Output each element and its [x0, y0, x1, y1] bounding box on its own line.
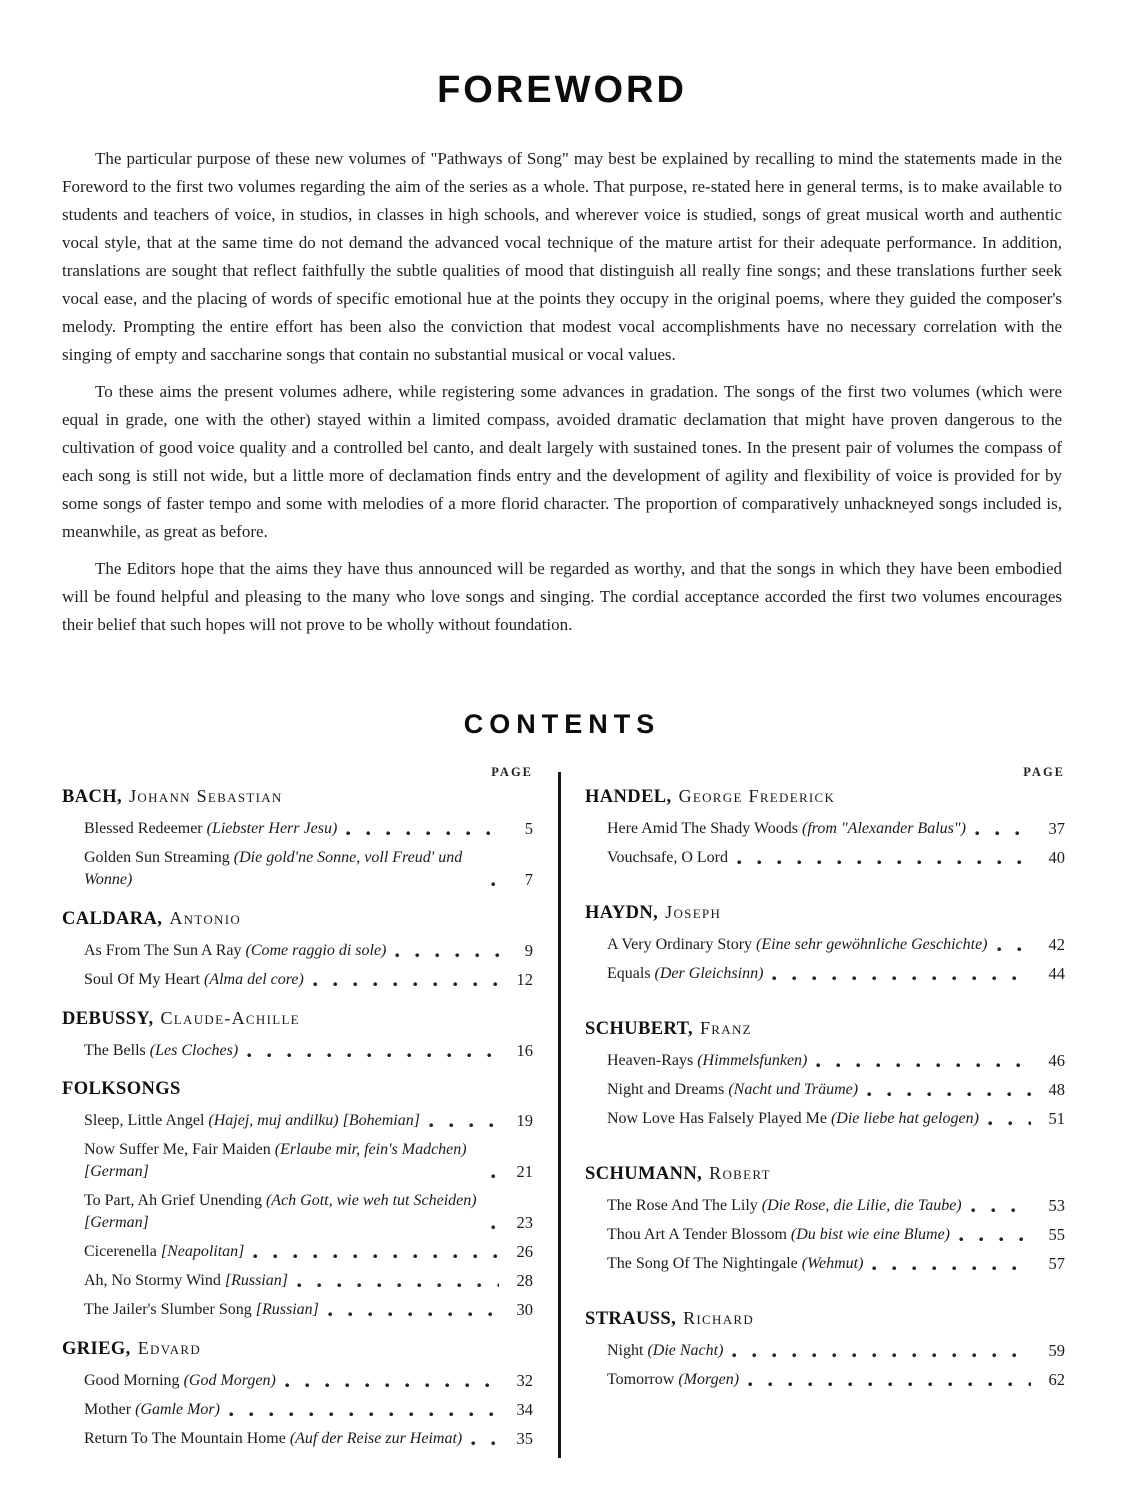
dot-leader [988, 1121, 1031, 1126]
contents-right-column [585, 764, 1065, 1391]
song-title-translation: (Alma del core) [203, 971, 304, 988]
song-title [84, 818, 337, 840]
page-number: 37 [1048, 819, 1065, 838]
song-title-text: To Part, Ah Grief Unending [84, 1192, 266, 1209]
composer-given-names: Edvard [137, 1338, 202, 1358]
page-number: 53 [1048, 1196, 1065, 1215]
dot-leader [247, 1053, 499, 1058]
composer-heading [585, 899, 1065, 927]
toc-entry [607, 1369, 1065, 1391]
toc-entry [607, 1079, 1065, 1101]
page-number: 57 [1048, 1254, 1065, 1273]
composer-heading [585, 1305, 1065, 1333]
composer-given-names: Franz [699, 1018, 752, 1038]
song-title [607, 1224, 950, 1246]
page-number: 35 [516, 1429, 533, 1448]
dot-leader [971, 1208, 1031, 1213]
song-title-text: Blessed Redeemer [84, 820, 207, 837]
composer-section [62, 1335, 533, 1450]
song-title-text: As From The Sun A Ray [84, 942, 246, 959]
toc-entry [84, 818, 533, 840]
dot-leader [253, 1254, 499, 1259]
song-title-translation: (Die Rose, die Lilie, die Taube) [761, 1197, 962, 1214]
song-title-text: Night and Dreams [607, 1081, 729, 1098]
dot-leader [429, 1123, 499, 1128]
toc-entry [84, 969, 533, 991]
toc-entry [84, 1139, 533, 1183]
dot-leader [491, 1225, 499, 1230]
toc-entry [607, 1108, 1065, 1130]
page-number: 55 [1048, 1225, 1065, 1244]
composer-surname: GRIEG, [62, 1339, 131, 1359]
song-title-text: The Rose And The Lily [607, 1197, 762, 1214]
composer-given-names: Johann Sebastian [129, 786, 283, 806]
song-title-translation: (God Morgen) [183, 1372, 276, 1389]
song-title-text: Soul Of My Heart [84, 971, 204, 988]
contents-title: CONTENTS [463, 709, 661, 739]
song-title [84, 1399, 220, 1421]
dot-leader [297, 1283, 499, 1288]
page-number: 51 [1048, 1109, 1065, 1128]
page-number: 30 [516, 1300, 533, 1319]
song-title-translation: (Wehmut) [801, 1255, 864, 1272]
dot-leader [395, 953, 499, 958]
page-number: 40 [1048, 848, 1065, 867]
composer-given-names: Joseph [665, 902, 722, 922]
song-title [607, 1108, 979, 1130]
song-title-translation: (Nacht und Träume) [728, 1081, 859, 1098]
toc-entry [607, 1224, 1065, 1246]
dot-leader [471, 1441, 499, 1446]
song-title-translation: (Liebster Herr Jesu) [206, 820, 338, 837]
foreword-body [62, 145, 1062, 648]
composer-surname: FOLKSONGS [62, 1079, 181, 1099]
toc-entry [84, 847, 533, 891]
page-number: 32 [516, 1371, 533, 1390]
song-title [84, 1139, 482, 1183]
dot-leader [229, 1412, 499, 1417]
song-title-text: Thou Art A Tender Blossom [607, 1226, 791, 1243]
toc-entry [607, 1253, 1065, 1275]
dot-leader [867, 1092, 1031, 1097]
song-title-text: Now Love Has Falsely Played Me [607, 1110, 831, 1127]
composer-section [62, 783, 533, 891]
song-title-text: Night [607, 1342, 648, 1359]
page-number: 9 [524, 941, 533, 960]
page-column-label: PAGE [491, 765, 533, 779]
dot-leader [748, 1382, 1031, 1387]
composer-heading [62, 1076, 533, 1103]
song-title [84, 1040, 238, 1062]
song-title [84, 1370, 276, 1392]
song-title-translation: [Russian] [255, 1301, 319, 1318]
song-title-text: Sleep, Little Angel [84, 1112, 209, 1129]
composer-section [62, 905, 533, 991]
page-number: 28 [516, 1271, 533, 1290]
song-title-text: Return To The Mountain Home [84, 1430, 290, 1447]
composer-section [585, 1160, 1065, 1275]
song-title [607, 1195, 962, 1217]
page-number: 12 [516, 970, 533, 989]
song-title-translation: (Hajej, muj andilku) [Bohemian] [208, 1112, 420, 1129]
song-title [607, 1340, 723, 1362]
foreword-title: FOREWORD [437, 69, 687, 111]
song-title-text: Now Suffer Me, Fair Maiden [84, 1141, 275, 1158]
song-title-translation: (Die liebe hat gelogen) [830, 1110, 979, 1127]
toc-entry [84, 1428, 533, 1450]
dot-leader [328, 1312, 499, 1317]
song-title [84, 1241, 244, 1263]
song-title [84, 1270, 288, 1292]
column-divider-rule [558, 772, 561, 1458]
page-number: 34 [516, 1400, 533, 1419]
song-title-text: Heaven-Rays [607, 1052, 698, 1069]
song-title [84, 1110, 420, 1132]
page-number: 5 [524, 819, 533, 838]
page-number: 21 [516, 1162, 533, 1181]
page-number: 19 [516, 1111, 533, 1130]
song-title-translation: (from "Alexander Balus") [802, 820, 966, 837]
toc-entry [84, 1110, 533, 1132]
composer-section [585, 1015, 1065, 1130]
song-title-text: The Jailer's Slumber Song [84, 1301, 256, 1318]
song-title-translation: (Die gold'ne Sonne, voll Freud' und Wonne) [84, 849, 463, 888]
song-title-text: Vouchsafe, O Lord [607, 849, 729, 866]
composer-section [62, 1076, 533, 1321]
song-title-text: Good Morning [84, 1372, 184, 1389]
dot-leader [313, 982, 499, 987]
composer-heading [62, 1005, 533, 1033]
song-title-text: Mother [84, 1401, 136, 1418]
toc-entry [84, 1299, 533, 1321]
song-title [607, 963, 763, 985]
toc-entry [84, 1241, 533, 1263]
table-of-contents [62, 764, 1065, 1450]
song-title [607, 847, 728, 869]
song-title [84, 1428, 462, 1450]
toc-entry [607, 1195, 1065, 1217]
composer-given-names: Robert [709, 1163, 771, 1183]
page-number: 7 [524, 870, 533, 889]
song-title [607, 934, 988, 956]
song-title [84, 1190, 482, 1234]
song-title-translation: [Russian] [224, 1272, 288, 1289]
foreword-paragraph: To these aims the present volumes adhere, while registering some advances in gradation. The songs of the first two volumes (which were equal in grade, one with the other) stayed within a limited compass, avoided dramatic declamation that might have proven dangerous to the cultivation of good voice quality and a controlled bel canto, and dealt largely with sustained tones. In the present pair of volumes the compass of each song is still not wide, but a little more of declamation finds entry and the development of agility and flexibility of voice is provided for by some songs of faster tempo and some with melodies of a more florid character. The proportion of comparatively unhackneyed songs included is, meanwhile, as great as before. [62, 382, 1062, 541]
song-title-translation: (Die Nacht) [647, 1342, 724, 1359]
dot-leader [772, 976, 1031, 981]
page-number: 62 [1048, 1370, 1065, 1389]
composer-section [585, 783, 1065, 869]
composer-surname: SCHUBERT, [585, 1019, 693, 1039]
song-title-translation: (Du bist wie eine Blume) [790, 1226, 950, 1243]
song-title-translation: (Auf der Reise zur Heimat) [289, 1430, 463, 1447]
composer-heading [62, 783, 533, 811]
composer-surname: SCHUMANN, [585, 1164, 703, 1184]
composer-surname: DEBUSSY, [62, 1009, 154, 1029]
song-title-text: Cicerenella [84, 1243, 161, 1260]
dot-leader [491, 882, 499, 887]
toc-entry [607, 1340, 1065, 1362]
toc-entry [84, 940, 533, 962]
song-title-translation: (Gamle Mor) [135, 1401, 220, 1418]
toc-entry [607, 934, 1065, 956]
song-title [84, 1299, 319, 1321]
foreword-paragraph: The particular purpose of these new volumes of "Pathways of Song" may best be explained by recalling to mind the statements made in the Foreword to the first two volumes regarding the aim of the series as a whole. That purpose, re-stated here in general terms, is to make available to students and teachers of voice, in studios, in classes in high schools, and wherever voice is studied, songs of great musical worth and authentic vocal style, that at the same time do not demand the advanced vocal technique of the mature artist for their adequate performance. In addition, translations are sought that reflect faithfully the subtle qualities of mood that distinguish all really fine songs; and these translations further seek vocal ease, and the placing of words of specific emotional hue at the points they occupy in the original poems, where they guided the composer's melody. Prompting the entire effort has been also the conviction that modest vocal accomplishments have no necessary correlation with the singing of empty and saccharine songs that contain no substantial musical or vocal values. [62, 149, 1062, 364]
song-title-text: The Bells [84, 1042, 150, 1059]
song-title-text: A Very Ordinary Story [607, 936, 757, 953]
song-title-text: Here Amid The Shady Woods [607, 820, 802, 837]
song-title-text: Equals [607, 965, 655, 982]
song-title-translation: (Ach Gott, wie weh tut Scheiden) [German] [84, 1192, 477, 1231]
dot-leader [975, 831, 1031, 836]
song-title-translation: (Erlaube mir, fein's Madchen) [German] [84, 1141, 467, 1180]
page-number: 16 [516, 1041, 533, 1060]
composer-section [585, 899, 1065, 985]
dot-leader [997, 947, 1031, 952]
composer-surname: STRAUSS, [585, 1309, 677, 1329]
dot-leader [491, 1174, 499, 1179]
song-title-translation: (Come raggio di sole) [245, 942, 387, 959]
song-title-text: Ah, No Stormy Wind [84, 1272, 225, 1289]
page-number: 59 [1048, 1341, 1065, 1360]
composer-surname: HAYDN, [585, 903, 659, 923]
song-title-text: The Song Of The Nightingale [607, 1255, 802, 1272]
composer-heading [62, 905, 533, 933]
composer-section [62, 1005, 533, 1062]
song-title-translation: [Neapolitan] [160, 1243, 245, 1260]
toc-entry [84, 1040, 533, 1062]
dot-leader [732, 1353, 1031, 1358]
song-title [607, 818, 966, 840]
composer-heading [585, 783, 1065, 811]
page-number: 46 [1048, 1051, 1065, 1070]
song-title-translation: (Les Cloches) [149, 1042, 239, 1059]
contents-left-column [62, 764, 533, 1450]
song-title-text: Tomorrow [607, 1371, 679, 1388]
toc-entry [607, 1050, 1065, 1072]
toc-entry [84, 1190, 533, 1234]
dot-leader [872, 1266, 1031, 1271]
song-title [84, 847, 482, 891]
dot-leader [737, 860, 1031, 865]
composer-given-names: George Frederick [678, 786, 836, 806]
song-title [607, 1050, 807, 1072]
dot-leader [959, 1237, 1031, 1242]
page-number: 48 [1048, 1080, 1065, 1099]
song-title-translation: (Der Gleichsinn) [654, 965, 764, 982]
song-title-text: Golden Sun Streaming [84, 849, 234, 866]
song-title [84, 969, 304, 991]
toc-entry [84, 1270, 533, 1292]
song-title [607, 1369, 739, 1391]
song-title-translation: (Eine sehr gewöhnliche Geschichte) [756, 936, 988, 953]
dot-leader [816, 1063, 1031, 1068]
toc-entry [607, 963, 1065, 985]
composer-given-names: Antonio [169, 908, 242, 928]
composer-section [585, 1305, 1065, 1391]
page-column-label: PAGE [1023, 765, 1065, 779]
page-number: 44 [1048, 964, 1065, 983]
composer-surname: HANDEL, [585, 787, 672, 807]
composer-surname: CALDARA, [62, 909, 163, 929]
song-title-translation: (Himmelsfunken) [697, 1052, 808, 1069]
page-number: 23 [516, 1213, 533, 1232]
composer-heading [585, 1015, 1065, 1043]
song-title [607, 1253, 863, 1275]
foreword-paragraph: The Editors hope that the aims they have thus announced will be regarded as worthy, and that the songs in which they have been embodied will be found helpful and pleasing to the many who love songs and singing. The cordial acceptance accorded the first two volumes encourages their belief that such hopes will not prove to be wholly without foundation. [62, 559, 1062, 634]
composer-given-names: Richard [683, 1308, 755, 1328]
dot-leader [346, 831, 499, 836]
toc-entry [84, 1399, 533, 1421]
song-title-translation: (Morgen) [678, 1371, 740, 1388]
composer-surname: BACH, [62, 787, 123, 807]
toc-entry [607, 847, 1065, 869]
toc-entry [84, 1370, 533, 1392]
song-title [84, 940, 386, 962]
page-number: 26 [516, 1242, 533, 1261]
song-title [607, 1079, 858, 1101]
page-number: 42 [1048, 935, 1065, 954]
composer-given-names: Claude-Achille [160, 1008, 300, 1028]
composer-heading [62, 1335, 533, 1363]
toc-entry [607, 818, 1065, 840]
composer-heading [585, 1160, 1065, 1188]
dot-leader [285, 1383, 499, 1388]
